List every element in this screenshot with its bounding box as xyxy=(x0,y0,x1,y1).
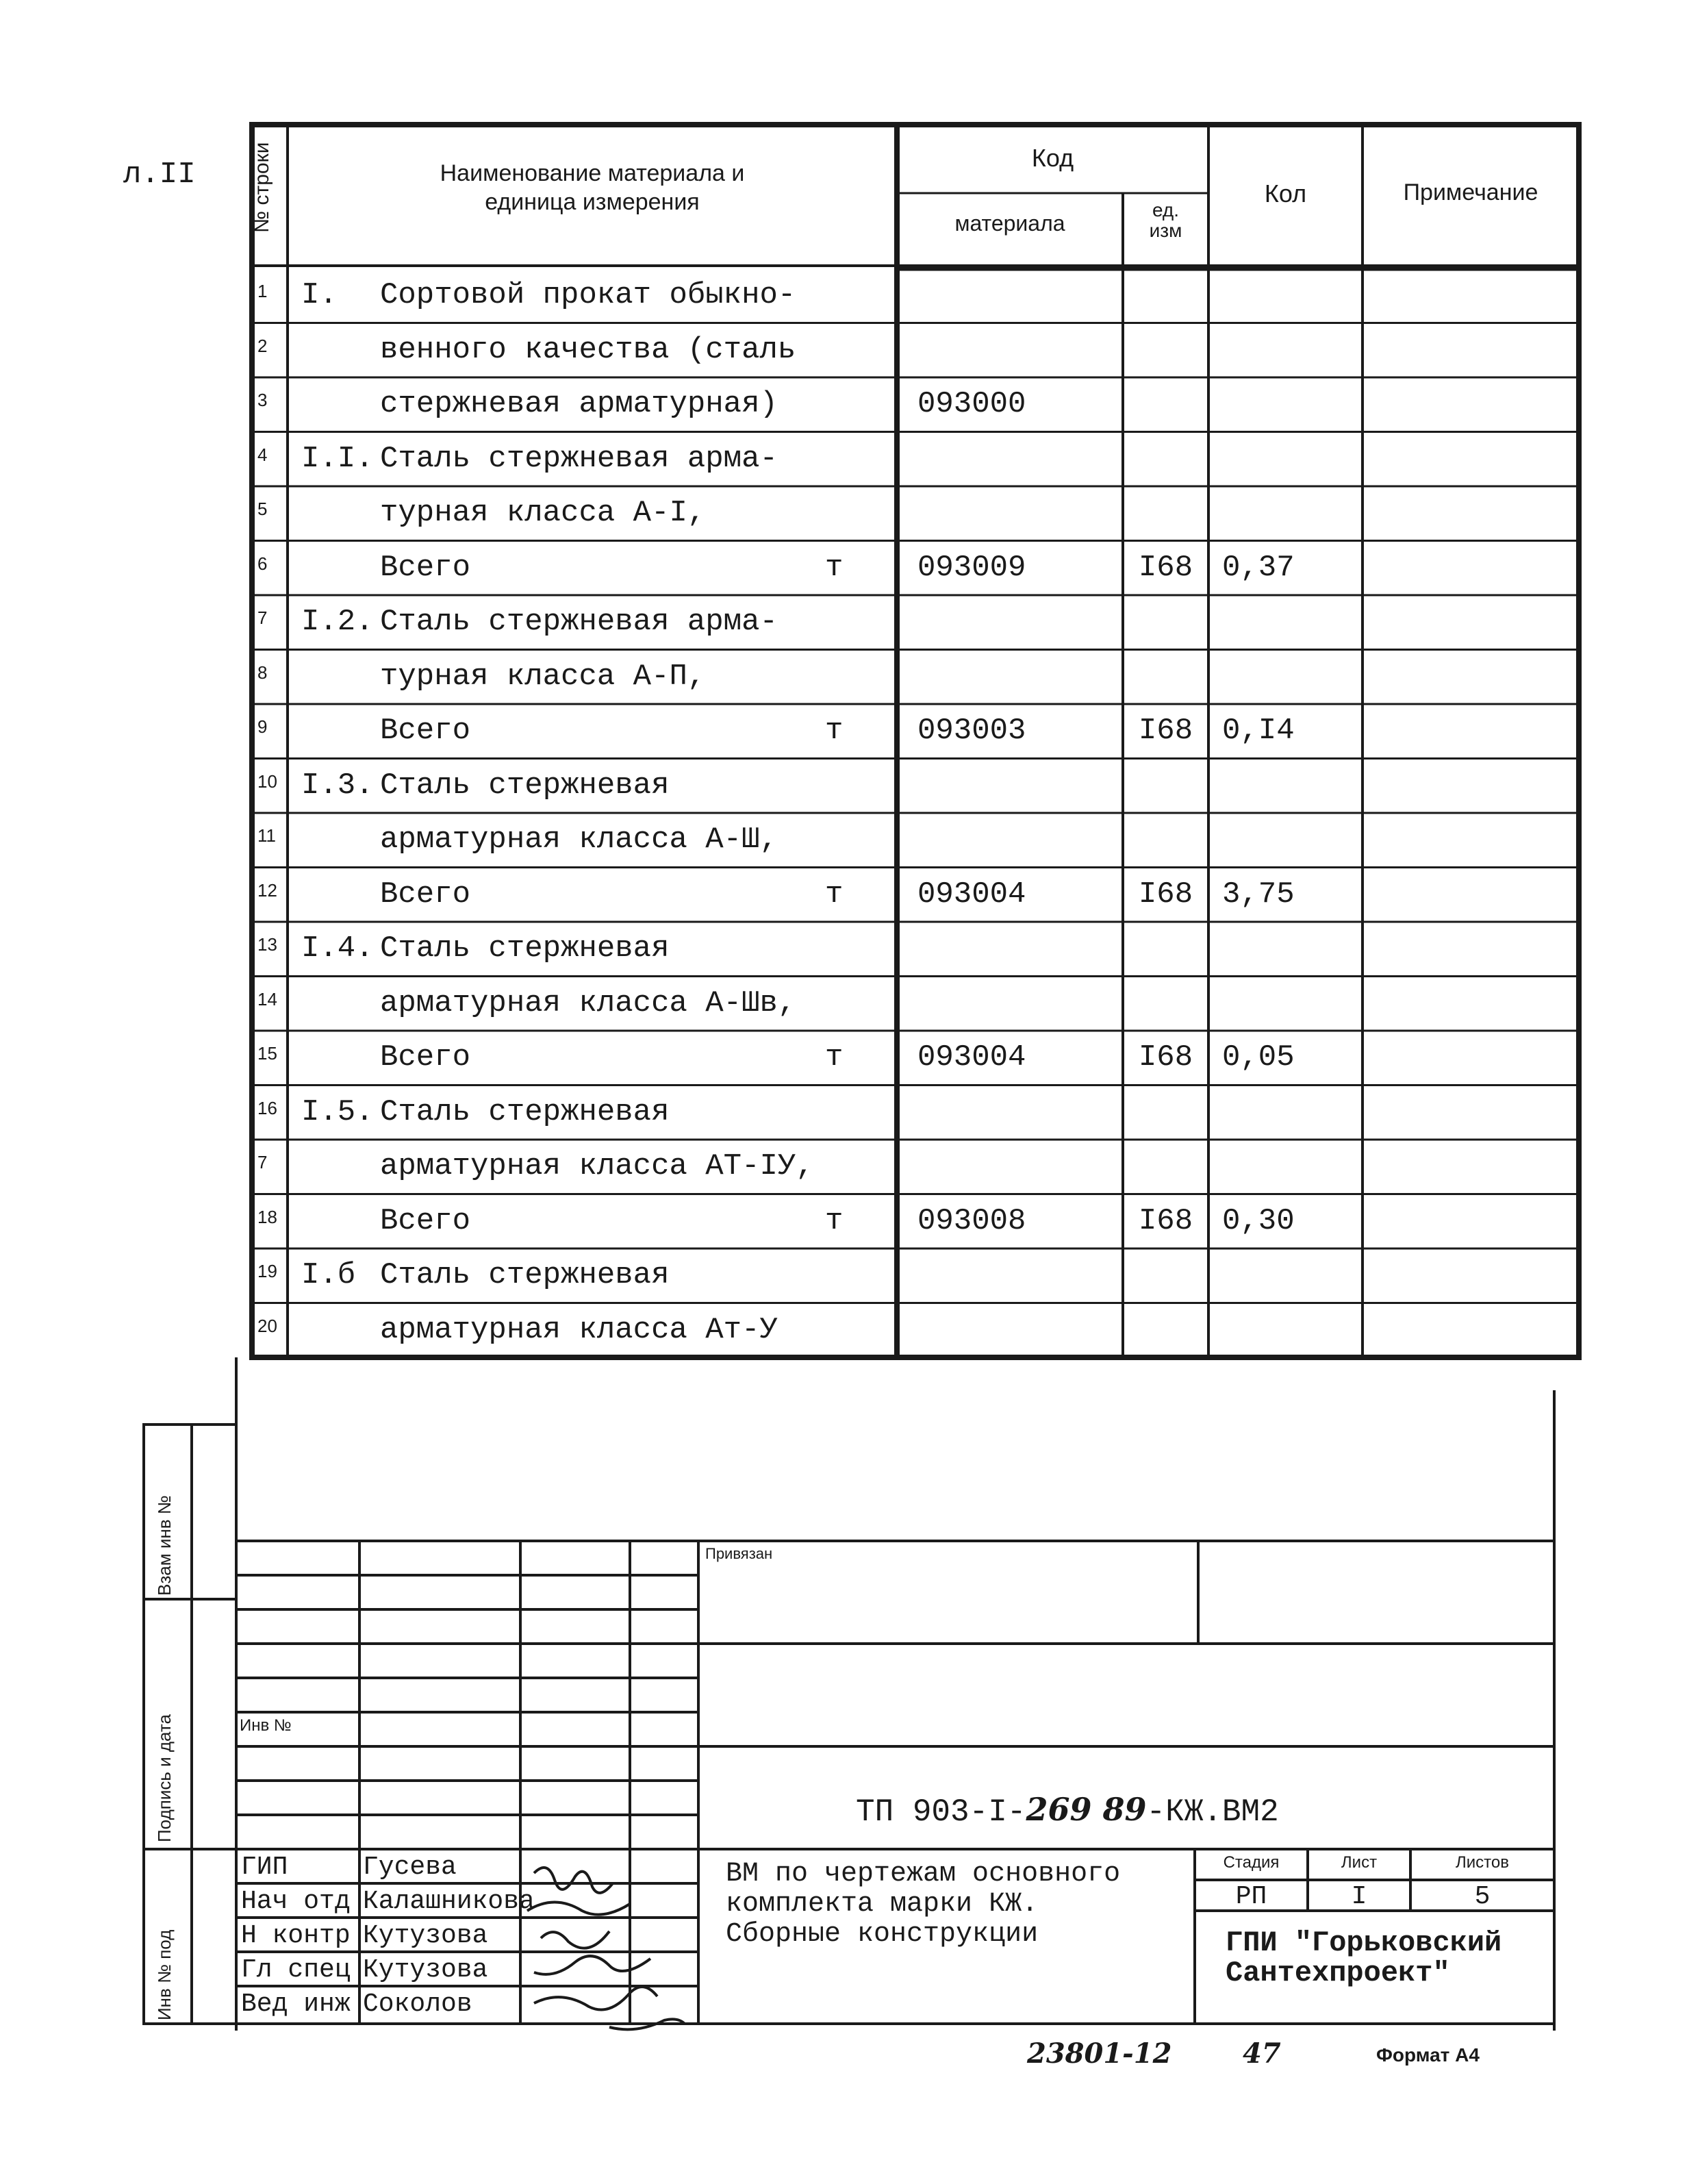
header-code-unit-line2: изм xyxy=(1149,220,1182,241)
row-unit: т xyxy=(825,877,844,912)
desc-line3: Сборные конструкции xyxy=(726,1919,1039,1950)
row-name: венного качества (сталь xyxy=(380,332,796,367)
row-section: I.5. xyxy=(301,1094,374,1129)
row-name: Сталь стержневая xyxy=(380,768,670,803)
row-number: 7 xyxy=(257,607,268,628)
row-number: 13 xyxy=(257,934,277,955)
header-code-unit-line1: ед. xyxy=(1152,199,1180,221)
stage-value: РП xyxy=(1235,1882,1267,1911)
row-number: 2 xyxy=(257,335,268,356)
row-number: 5 xyxy=(257,499,268,519)
org-line1: ГПИ "Горьковский xyxy=(1226,1926,1502,1959)
signature-3 xyxy=(541,1931,609,1948)
row-name: стержневая арматурная) xyxy=(380,387,778,421)
desc-line1: ВМ по чертежам основного xyxy=(726,1859,1121,1890)
staff-role: Нач отд xyxy=(241,1887,351,1916)
side-stamp-podpis: Подпись и дата xyxy=(154,1714,175,1842)
staff-name: Гусева xyxy=(363,1853,457,1882)
row-section: I.4. xyxy=(301,931,374,966)
stage-label: Стадия xyxy=(1223,1853,1280,1872)
staff-name: Соколов xyxy=(363,1990,472,2019)
row-qty: 0,37 xyxy=(1222,550,1295,585)
sheets-value: 5 xyxy=(1474,1882,1491,1911)
row-number: 19 xyxy=(257,1261,277,1281)
staff-role: Гл спец xyxy=(241,1955,351,1985)
row-code: 093000 xyxy=(917,387,1026,421)
row-number: 8 xyxy=(257,662,268,683)
footer-page: 47 xyxy=(1243,2037,1281,2070)
row-section: I.2. xyxy=(301,605,374,639)
row-unit: т xyxy=(825,1203,844,1238)
staff-role: ГИП xyxy=(241,1853,288,1882)
header-qty: Кол xyxy=(1264,179,1307,208)
row-unit-code: I68 xyxy=(1138,550,1193,585)
row-qty: 0,I4 xyxy=(1222,714,1295,748)
doc-code-suffix: -КЖ.ВМ2 xyxy=(1146,1794,1279,1830)
staff-role: Вед инж xyxy=(241,1990,351,2019)
header-row-no: № строки xyxy=(251,142,273,233)
row-number: 11 xyxy=(257,825,276,846)
row-name: Всего xyxy=(380,1040,471,1075)
row-unit: т xyxy=(825,714,844,748)
row-number: 3 xyxy=(257,390,268,410)
footer-number: 23801-12 xyxy=(1027,2037,1172,2070)
row-section: I. xyxy=(301,278,338,312)
row-number: 6 xyxy=(257,553,268,574)
sheet-label: л.II xyxy=(123,158,196,192)
row-unit-code: I68 xyxy=(1138,877,1193,912)
header-code-material: материала xyxy=(954,211,1065,236)
row-name: арматурная класса А-Шв, xyxy=(380,986,796,1020)
doc-code-prefix: ТП 903-I- xyxy=(856,1794,1026,1830)
org-line2: Сантехпроект" xyxy=(1226,1957,1450,1990)
row-number: 15 xyxy=(257,1043,277,1064)
row-name: арматурная класса Ат-У xyxy=(380,1312,778,1347)
row-code: 093008 xyxy=(917,1203,1026,1238)
row-qty: 0,30 xyxy=(1222,1203,1295,1238)
row-number: 4 xyxy=(257,444,268,465)
row-name: Сталь стержневая xyxy=(380,1258,670,1292)
row-code: 093004 xyxy=(917,877,1026,912)
inv-no-label: Инв № xyxy=(240,1716,292,1735)
desc-line2: комплекта марки КЖ. xyxy=(726,1889,1039,1920)
row-code: 093009 xyxy=(917,550,1026,585)
sheets-label: Листов xyxy=(1456,1853,1509,1872)
staff-role: Н контр xyxy=(241,1921,351,1950)
row-name: Всего xyxy=(380,877,471,912)
staff-name: Кутузова xyxy=(363,1921,488,1950)
row-number: 7 xyxy=(257,1152,268,1172)
row-qty: 0,05 xyxy=(1222,1040,1295,1075)
signature-2 xyxy=(527,1903,630,1915)
row-unit: т xyxy=(825,550,844,585)
staff-name: Кутузова xyxy=(363,1955,488,1985)
row-unit: т xyxy=(825,1040,844,1075)
row-number: 9 xyxy=(257,716,268,737)
row-section: I.б xyxy=(301,1258,356,1292)
sheet-value: I xyxy=(1351,1882,1367,1911)
row-unit-code: I68 xyxy=(1138,714,1193,748)
row-name: Всего xyxy=(380,714,471,748)
row-unit-code: I68 xyxy=(1138,1203,1193,1238)
row-number: 20 xyxy=(257,1315,277,1336)
signature-5 xyxy=(534,1987,657,2009)
row-name: Сталь стержневая xyxy=(380,931,670,966)
row-number: 14 xyxy=(257,988,277,1009)
row-name: арматурная класса А-Ш, xyxy=(380,823,778,857)
header-code: Код xyxy=(1031,144,1074,172)
privyazan-label: Привязан xyxy=(705,1545,773,1562)
footer-format: Формат А4 xyxy=(1376,2044,1480,2066)
row-name: арматурная класса АТ-IУ, xyxy=(380,1149,814,1183)
row-number: 12 xyxy=(257,879,277,901)
row-code: 093004 xyxy=(917,1040,1026,1075)
row-name: Сталь стержневая арма- xyxy=(380,605,778,639)
row-code: 093003 xyxy=(917,714,1026,748)
row-section: I.3. xyxy=(301,768,374,803)
row-number: 16 xyxy=(257,1097,277,1118)
row-name: турная класса А-П, xyxy=(380,659,706,694)
row-name: Сортовой прокат обыкно- xyxy=(380,278,796,312)
sheet-label-tb: Лист xyxy=(1341,1853,1378,1872)
signature-tail xyxy=(609,2019,685,2029)
side-stamp-inv: Инв № под xyxy=(154,1929,175,2020)
header-note: Примечание xyxy=(1403,179,1538,205)
row-name: Всего xyxy=(380,1203,471,1238)
doc-code-hand: 269 89 xyxy=(1026,1791,1147,1828)
row-name: турная класса А-I, xyxy=(380,496,706,530)
row-name: Сталь стержневая арма- xyxy=(380,441,778,476)
row-unit-code: I68 xyxy=(1138,1040,1193,1075)
signature-4 xyxy=(534,1956,650,1974)
row-qty: 3,75 xyxy=(1222,877,1295,912)
row-number: 10 xyxy=(257,770,277,792)
row-name: Всего xyxy=(380,550,471,585)
header-name-line2: единица измерения xyxy=(485,189,700,215)
side-stamp-vzam: Взам инв № xyxy=(154,1495,175,1596)
row-number: 18 xyxy=(257,1206,277,1227)
header-name-line1: Наименование материала и xyxy=(440,160,745,186)
row-section: I.I. xyxy=(301,441,374,476)
row-number: 1 xyxy=(257,281,268,301)
staff-name: Калашникова xyxy=(363,1887,535,1916)
row-name: Сталь стержневая xyxy=(380,1094,670,1129)
signature-1 xyxy=(534,1868,613,1893)
